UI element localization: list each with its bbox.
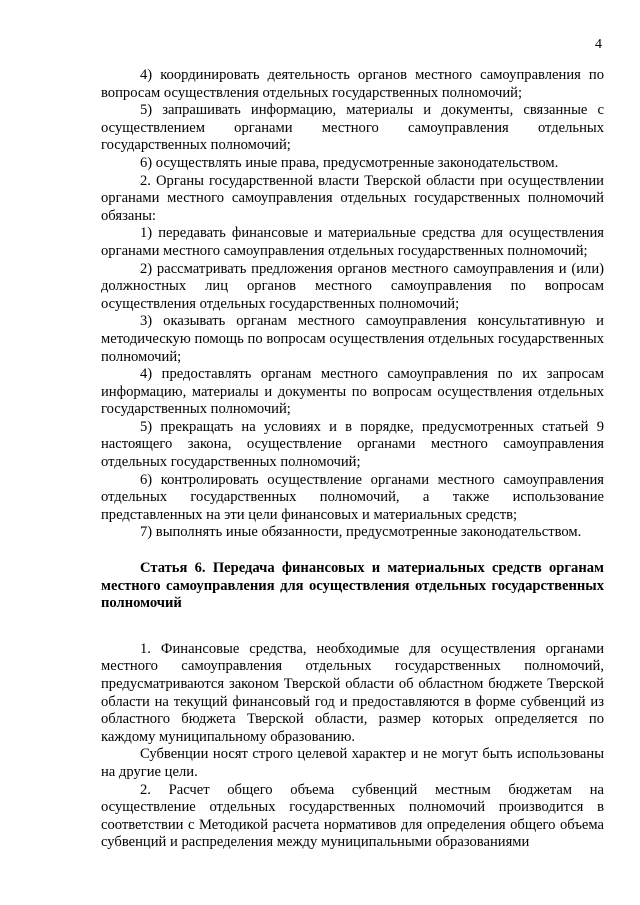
- paragraph: 3) оказывать органам местного самоуправления консультативную и методическую помощь по вопросам осуществления отдельных государственных полномочий;: [101, 313, 604, 365]
- paragraph: Субвенции носят строго целевой характер и не могут быть использованы на другие цели.: [101, 746, 604, 780]
- paragraph: 2. Органы государственной власти Тверской области при осуществлении органами местного самоуправления отдельных государственных полномочий обязаны:: [101, 172, 604, 224]
- paragraph: 5) прекращать на условиях и в порядке, предусмотренных статьей 9 настоящего закона, осуществление органами местного самоуправления отдельных государственных полномочий;: [101, 418, 604, 471]
- paragraph: 1. Финансовые средства, необходимые для осуществления органами местного самоуправления отдельных государственных полномочий, предусматриваются законом Тверской области об областном бюджете Тверской области на текущий финансовый год и предоставляются в форме субвенций из областного бюджета Тверской области, размер которых определяется по каждому муниципальному образованию.: [101, 640, 604, 745]
- paragraph: 2. Расчет общего объема субвенций местным бюджетам на осуществление отдельных государственных полномочий производится в соответствии с Методикой расчета нормативов для определения общего объема субвенций и распределения между муниципальными образованиями: [101, 781, 604, 851]
- document-body: [101, 67, 604, 852]
- paragraph: 6) осуществлять иные права, предусмотренные законодательством.: [140, 154, 559, 171]
- paragraph: 7) выполнять иные обязанности, предусмотренные законодательством.: [140, 524, 582, 541]
- spacer: [101, 631, 604, 641]
- paragraph: 2) рассматривать предложения органов местного самоуправления и (или) должностных лиц органов местного самоуправления по вопросам осуществления отдельных государственных полномочий;: [101, 260, 604, 312]
- article-heading: Статья 6. Передача финансовых и материальных средств органам местного самоуправления для осуществления отдельных государственных полномочий: [101, 560, 604, 612]
- paragraph: 5) запрашивать информацию, материалы и документы, связанные с осуществлением органами местного самоуправления отдельных государственных полномочий;: [101, 102, 604, 154]
- paragraph: 6) контролировать осуществление органами местного самоуправления отдельных государственных полномочий, а также использование представленных на эти цели финансовых и материальных средств;: [101, 471, 604, 523]
- paragraph: 1) передавать финансовые и материальные средства для осуществления органами местного самоуправления отдельных государственных полномочий;: [101, 225, 604, 259]
- paragraph: 4) координировать деятельность органов местного самоуправления по вопросам осуществления отдельных государственных полномочий;: [101, 67, 604, 101]
- paragraph: 4) предоставлять органам местного самоуправления по их запросам информацию, материалы и документы по вопросам осуществления отдельных государственных полномочий;: [101, 366, 604, 418]
- page-number: 4: [595, 37, 602, 52]
